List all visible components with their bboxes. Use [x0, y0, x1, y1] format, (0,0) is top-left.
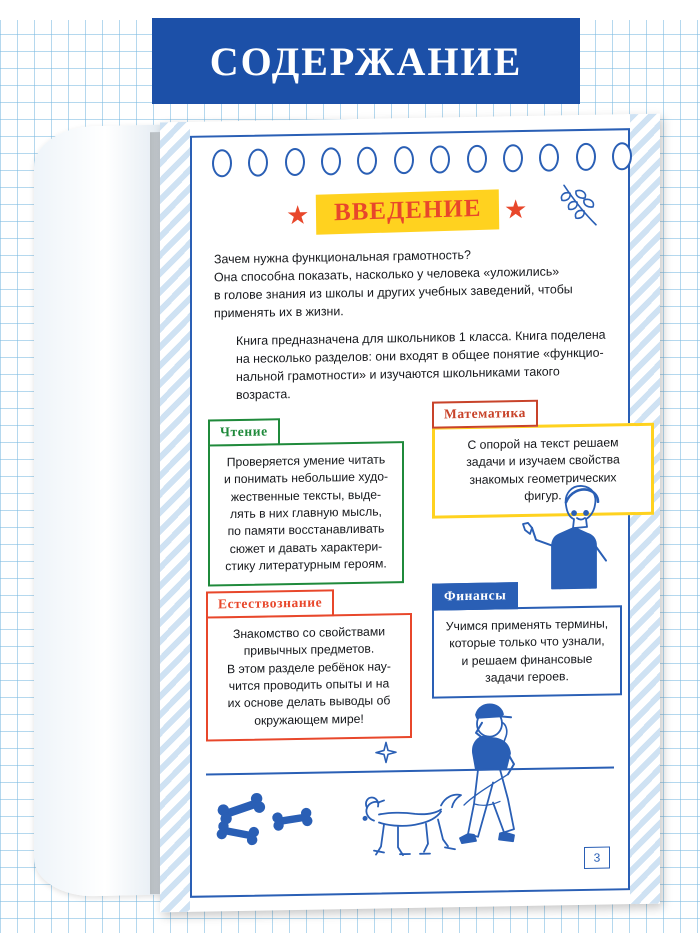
card-line: окружающем мире!: [254, 711, 364, 728]
paragraph-line: применять их в жизни.: [214, 304, 344, 321]
book-illustration: [20, 96, 680, 916]
card-reading: [208, 416, 404, 587]
card-line: стику литературным героям.: [225, 556, 387, 574]
star-icon: ★: [286, 199, 310, 231]
paragraph-line: Она способна показать, насколько у человека «уложились»: [214, 264, 560, 285]
bottom-illustration-strip: [206, 766, 614, 881]
page-title-banner: [152, 18, 580, 104]
ring-icon: [612, 142, 632, 170]
ring-icon: [248, 148, 268, 176]
bones-illustration: [212, 790, 322, 852]
card-line: и понимать небольшие худо-: [223, 469, 389, 487]
sparkle-star-icon: [374, 740, 398, 764]
ring-icon: [503, 144, 523, 172]
paragraph-line: нальной грамотности» и изучаются школьниками такого возраста.: [236, 364, 560, 402]
card-line: чится проводить опыты и на: [228, 676, 390, 694]
card-science-body: [206, 613, 412, 742]
page-number: 3: [584, 847, 610, 869]
card-line: Учимся применять термины,: [445, 616, 609, 634]
intro-heading-row: [204, 184, 616, 247]
dog-illustration: [354, 783, 474, 865]
card-finance-body: [432, 605, 622, 699]
card-finance-label: Финансы: [432, 582, 518, 611]
ring-icon: [357, 147, 377, 175]
intro-paragraphs: [204, 240, 616, 405]
paragraph-line: на несколько разделов: они входят в общее понятие «функцио-: [236, 345, 604, 366]
card-line: лять в них главную мысль,: [230, 504, 382, 522]
card-line: и решаем финансовые: [461, 651, 593, 668]
card-line: жественные тексты, выде-: [230, 487, 382, 504]
ring-icon: [212, 149, 232, 177]
paragraph-line: в голове знания из школы и других учебных заведений, чтобы: [214, 282, 573, 303]
ring-icon: [539, 143, 559, 171]
ring-icon: [430, 145, 450, 173]
page-content: [204, 178, 620, 891]
card-line: фигур.: [524, 488, 562, 503]
card-line: их основе делать выводы об: [227, 693, 391, 711]
card-line: сюжет и давать характери-: [229, 539, 383, 556]
background-top-margin: [0, 0, 700, 20]
card-science-label: Естествознание: [206, 589, 334, 618]
card-line: задачи и изучаем свойства: [466, 452, 620, 470]
card-math-label: Математика: [432, 400, 538, 429]
ring-icon: [467, 145, 487, 173]
intro-paragraph-2: [214, 326, 612, 405]
paragraph-line: Зачем нужна функциональная грамотность?: [214, 247, 471, 267]
card-line: С опорой на текст решаем: [467, 435, 619, 452]
intro-heading: ВВЕДЕНИЕ: [316, 189, 500, 234]
card-line: которые только что узнали,: [449, 633, 605, 651]
intro-paragraph-1: [214, 244, 612, 323]
star-icon: ★: [504, 193, 528, 225]
card-line: Знакомство со свойствами: [232, 624, 386, 641]
leaf-sprig-icon: [552, 181, 608, 238]
card-finance: [432, 580, 622, 699]
paragraph-line: Книга предназначена для школьников 1 класса. Книга поделена: [236, 327, 606, 348]
card-reading-label: Чтение: [208, 418, 280, 446]
ring-icon: [285, 148, 305, 176]
card-line: Проверяется умение читать: [226, 452, 386, 470]
page-title: СОДЕРЖАНИЕ: [209, 38, 523, 84]
book-left-page: [34, 125, 164, 898]
ring-icon: [321, 147, 341, 175]
ring-icon: [394, 146, 414, 174]
card-line: знакомых геометрических: [469, 469, 617, 487]
girl-pointing-illustration: [504, 480, 624, 592]
card-line: по памяти восстанавливать: [227, 521, 385, 539]
card-science: [206, 588, 412, 742]
card-reading-body: [208, 441, 404, 587]
ring-icon: [576, 143, 596, 171]
card-line: привычных предметов.: [243, 641, 375, 659]
card-line: задачи героев.: [485, 669, 569, 685]
page-border-stripe-left: [160, 122, 190, 913]
card-line: В этом разделе ребёнок нау-: [227, 658, 391, 676]
book-right-page: [160, 114, 660, 913]
